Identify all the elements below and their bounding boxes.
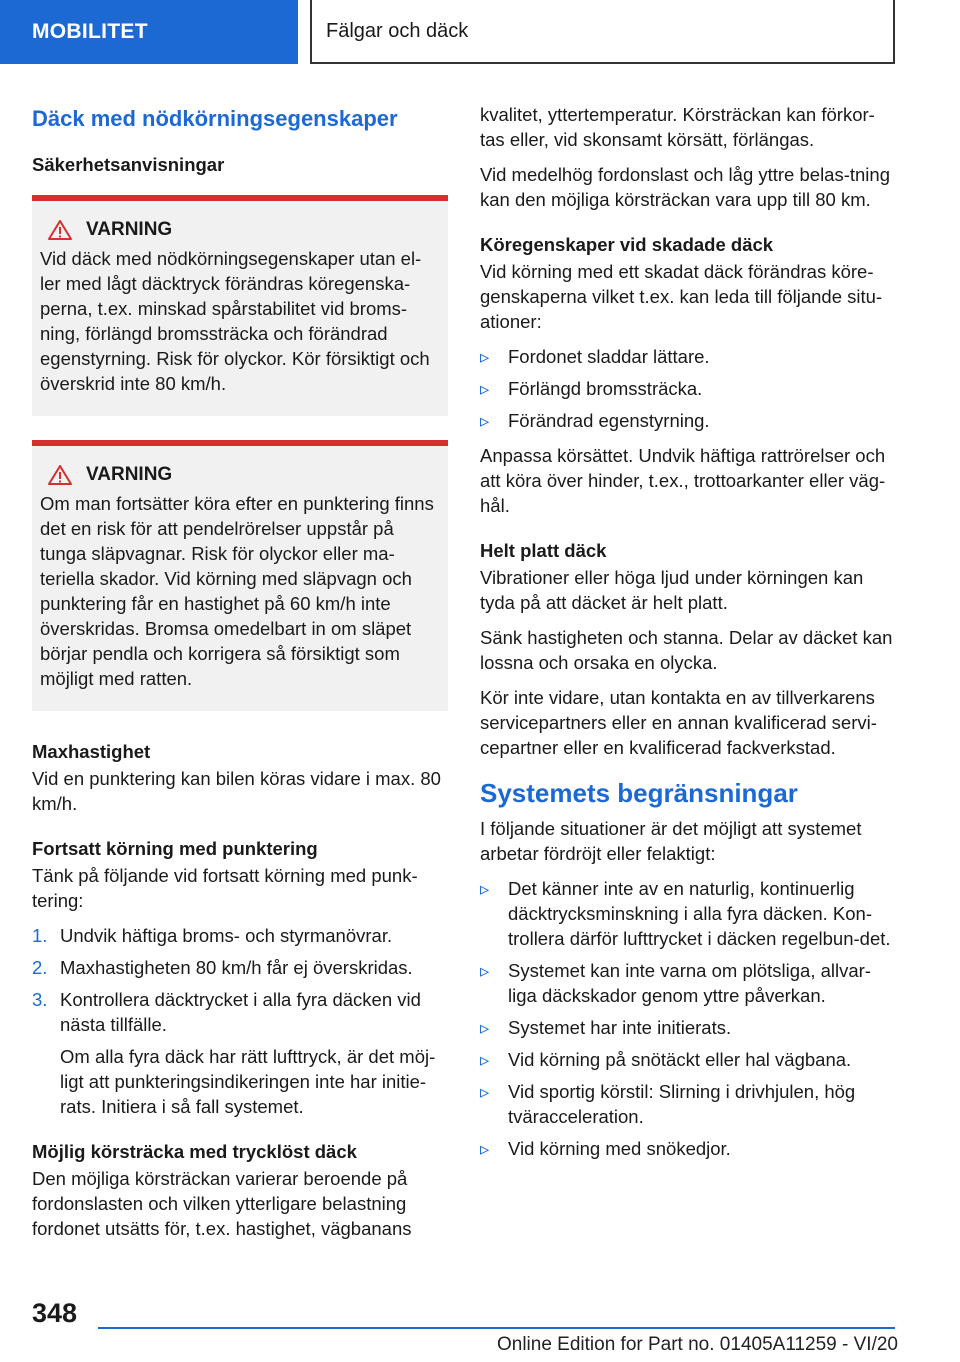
- safety-heading: Säkerhetsanvisningar: [32, 154, 225, 175]
- edition-text: Online Edition for Part no. 01405A11259 - VI/20: [496, 1334, 898, 1355]
- list-item: [480, 376, 896, 401]
- warning-label: VARNING: [86, 464, 173, 485]
- warning-box: [32, 440, 448, 711]
- step-text: Undvik häftiga broms- och styrmanövrar.: [60, 925, 393, 946]
- list-item: [480, 1079, 896, 1129]
- damaged-text: Vid körning med ett skadat däck förändras köre-genskaperna vilket t.ex. kan leda till följande situ-ationer:: [480, 261, 883, 332]
- continue-heading: Fortsatt körning med punktering: [32, 838, 318, 859]
- range-text-cont: kvalitet, yttertemperatur. Körsträckan kan förkor-tas eller, vid skonsamt körsätt, förlängas.: [480, 104, 875, 150]
- list-item-text: Vid sportig körstil: Slirning i drivhjulen, hög tväracceleration.: [508, 1081, 856, 1127]
- step-number: 2.: [32, 957, 48, 978]
- list-item: [480, 1015, 896, 1040]
- bullet-triangle-icon: ▹: [480, 346, 490, 367]
- step-number: 1.: [32, 925, 48, 946]
- list-item: [480, 958, 896, 1008]
- list-item: [32, 987, 448, 1119]
- step-number: 3.: [32, 989, 48, 1010]
- limits-heading: Systemets begränsningar: [480, 778, 798, 808]
- list-item: [32, 923, 448, 948]
- continue-text: Tänk på följande vid fortsatt körning med punk-tering:: [32, 865, 418, 911]
- bullet-triangle-icon: ▹: [480, 960, 490, 981]
- bullet-triangle-icon: ▹: [480, 1081, 490, 1102]
- bullet-triangle-icon: ▹: [480, 410, 490, 431]
- list-item-text: Systemet kan inte varna om plötsliga, allvar-liga däckskador genom yttre påverkan.: [508, 960, 871, 1006]
- list-item: [480, 1136, 896, 1161]
- list-item-text: Det känner inte av en naturlig, kontinuerlig däcktrycksminskning i alla fyra däcken. Kon-trollera därför lufttrycket i däcken regelbun-det.: [508, 878, 891, 949]
- chapter-title-label: Fälgar och däck: [326, 19, 469, 42]
- step-text: Maxhastigheten 80 km/h får ej överskridas.: [60, 957, 413, 978]
- right-column: [480, 102, 896, 1171]
- range-heading: Möjlig körsträcka med trycklöst däck: [32, 1141, 357, 1162]
- flat-text: Vibrationer eller höga ljud under körningen kan tyda på att däcket är helt platt.: [480, 567, 864, 613]
- list-item: [480, 876, 896, 951]
- list-item-text: Systemet har inte initierats.: [508, 1017, 732, 1038]
- warning-label: VARNING: [86, 219, 173, 240]
- max-speed-heading: Maxhastighet: [32, 741, 151, 762]
- list-item: [480, 344, 896, 369]
- max-speed-text: Vid en punktering kan bilen köras vidare i max. 80 km/h.: [32, 768, 441, 814]
- section-tab: [0, 0, 298, 64]
- page-number: 348: [32, 1298, 78, 1328]
- limits-list: [480, 876, 896, 1161]
- flat-text: Kör inte vidare, utan kontakta en av tillverkarens servicepartners eller en annan kvalificerad servi-cepartner eller en kvalificerad fackverkstad.: [480, 687, 877, 758]
- step-text: Kontrollera däcktrycket i alla fyra däcken vid nästa tillfälle.: [60, 989, 421, 1035]
- flat-text: Sänk hastigheten och stanna. Delar av däcket kan lossna och orsaka en olycka.: [480, 627, 893, 673]
- left-column: [32, 100, 448, 1251]
- bullet-triangle-icon: ▹: [480, 1138, 490, 1159]
- flat-heading: Helt platt däck: [480, 540, 607, 561]
- warning-text: Om man fortsätter köra efter en punktering finns det en risk för att pendelrörelser uppstår på tunga släpvagnar. Risk för olyckor eller ma-teriella skador. Vid körning med släpvagn och punktering får en hastighet på 60 km/h inte överskridas. Bromsa omedelbart in om släpet börjar pendla och korrigera så försiktigt som möjligt med ratten.: [40, 493, 434, 689]
- damaged-advice: Anpassa körsättet. Undvik häftiga rattrörelser och att köra över hinder, t.ex., trottoarkanter eller väg-hål.: [480, 445, 886, 516]
- steps-list: [32, 923, 448, 1119]
- list-item-text: Förlängd bromssträcka.: [508, 378, 703, 399]
- range-medium-text: Vid medelhög fordonslast och låg yttre belas-tning kan den möjliga körsträckan vara upp till 80 km.: [480, 164, 890, 210]
- warning-triangle-icon: [40, 464, 80, 486]
- limits-text: I följande situationer är det möjligt att systemet arbetar fördröjt eller felaktigt:: [480, 818, 862, 864]
- section-heading: Däck med nödkörningsegenskaper: [32, 106, 398, 131]
- damaged-list: [480, 344, 896, 433]
- warning-box: [32, 195, 448, 416]
- bullet-triangle-icon: ▹: [480, 878, 490, 899]
- range-text: Den möjliga körsträckan varierar beroende på fordonslasten och vilken ytterligare belastning fordonet utsätts för, t.ex. hastighet, vägbanans: [32, 1168, 412, 1239]
- chapter-title: [312, 0, 895, 64]
- list-item-text: Vid körning med snökedjor.: [508, 1138, 731, 1159]
- list-item-text: Fordonet sladdar lättare.: [508, 346, 710, 367]
- list-item-text: Förändrad egenstyrning.: [508, 410, 710, 431]
- step-note: Om alla fyra däck har rätt lufttryck, är det möj-ligt att punkteringsindikeringen inte har initie-rats. Initiera i så fall systemet.: [60, 1046, 436, 1117]
- footer-divider: [98, 1327, 895, 1329]
- section-label: MOBILITET: [32, 20, 148, 43]
- bullet-triangle-icon: ▹: [480, 1017, 490, 1038]
- list-item-text: Vid körning på snötäckt eller hal vägbana.: [508, 1049, 852, 1070]
- list-item: [480, 1047, 896, 1072]
- list-item: [480, 408, 896, 433]
- warning-triangle-icon: [40, 219, 80, 241]
- damaged-heading: Köregenskaper vid skadade däck: [480, 234, 774, 255]
- warning-text: Vid däck med nödkörningsegenskaper utan el-ler med lågt däcktryck förändras köregenska-perna, t.ex. minskad spårstabilitet vid broms-ning, förlängd bromssträcka och förändrad egenstyrning. Risk för olyckor. Kör försiktigt och överskrid inte 80 km/h.: [40, 248, 430, 394]
- bullet-triangle-icon: ▹: [480, 378, 490, 399]
- bullet-triangle-icon: ▹: [480, 1049, 490, 1070]
- list-item: [32, 955, 448, 980]
